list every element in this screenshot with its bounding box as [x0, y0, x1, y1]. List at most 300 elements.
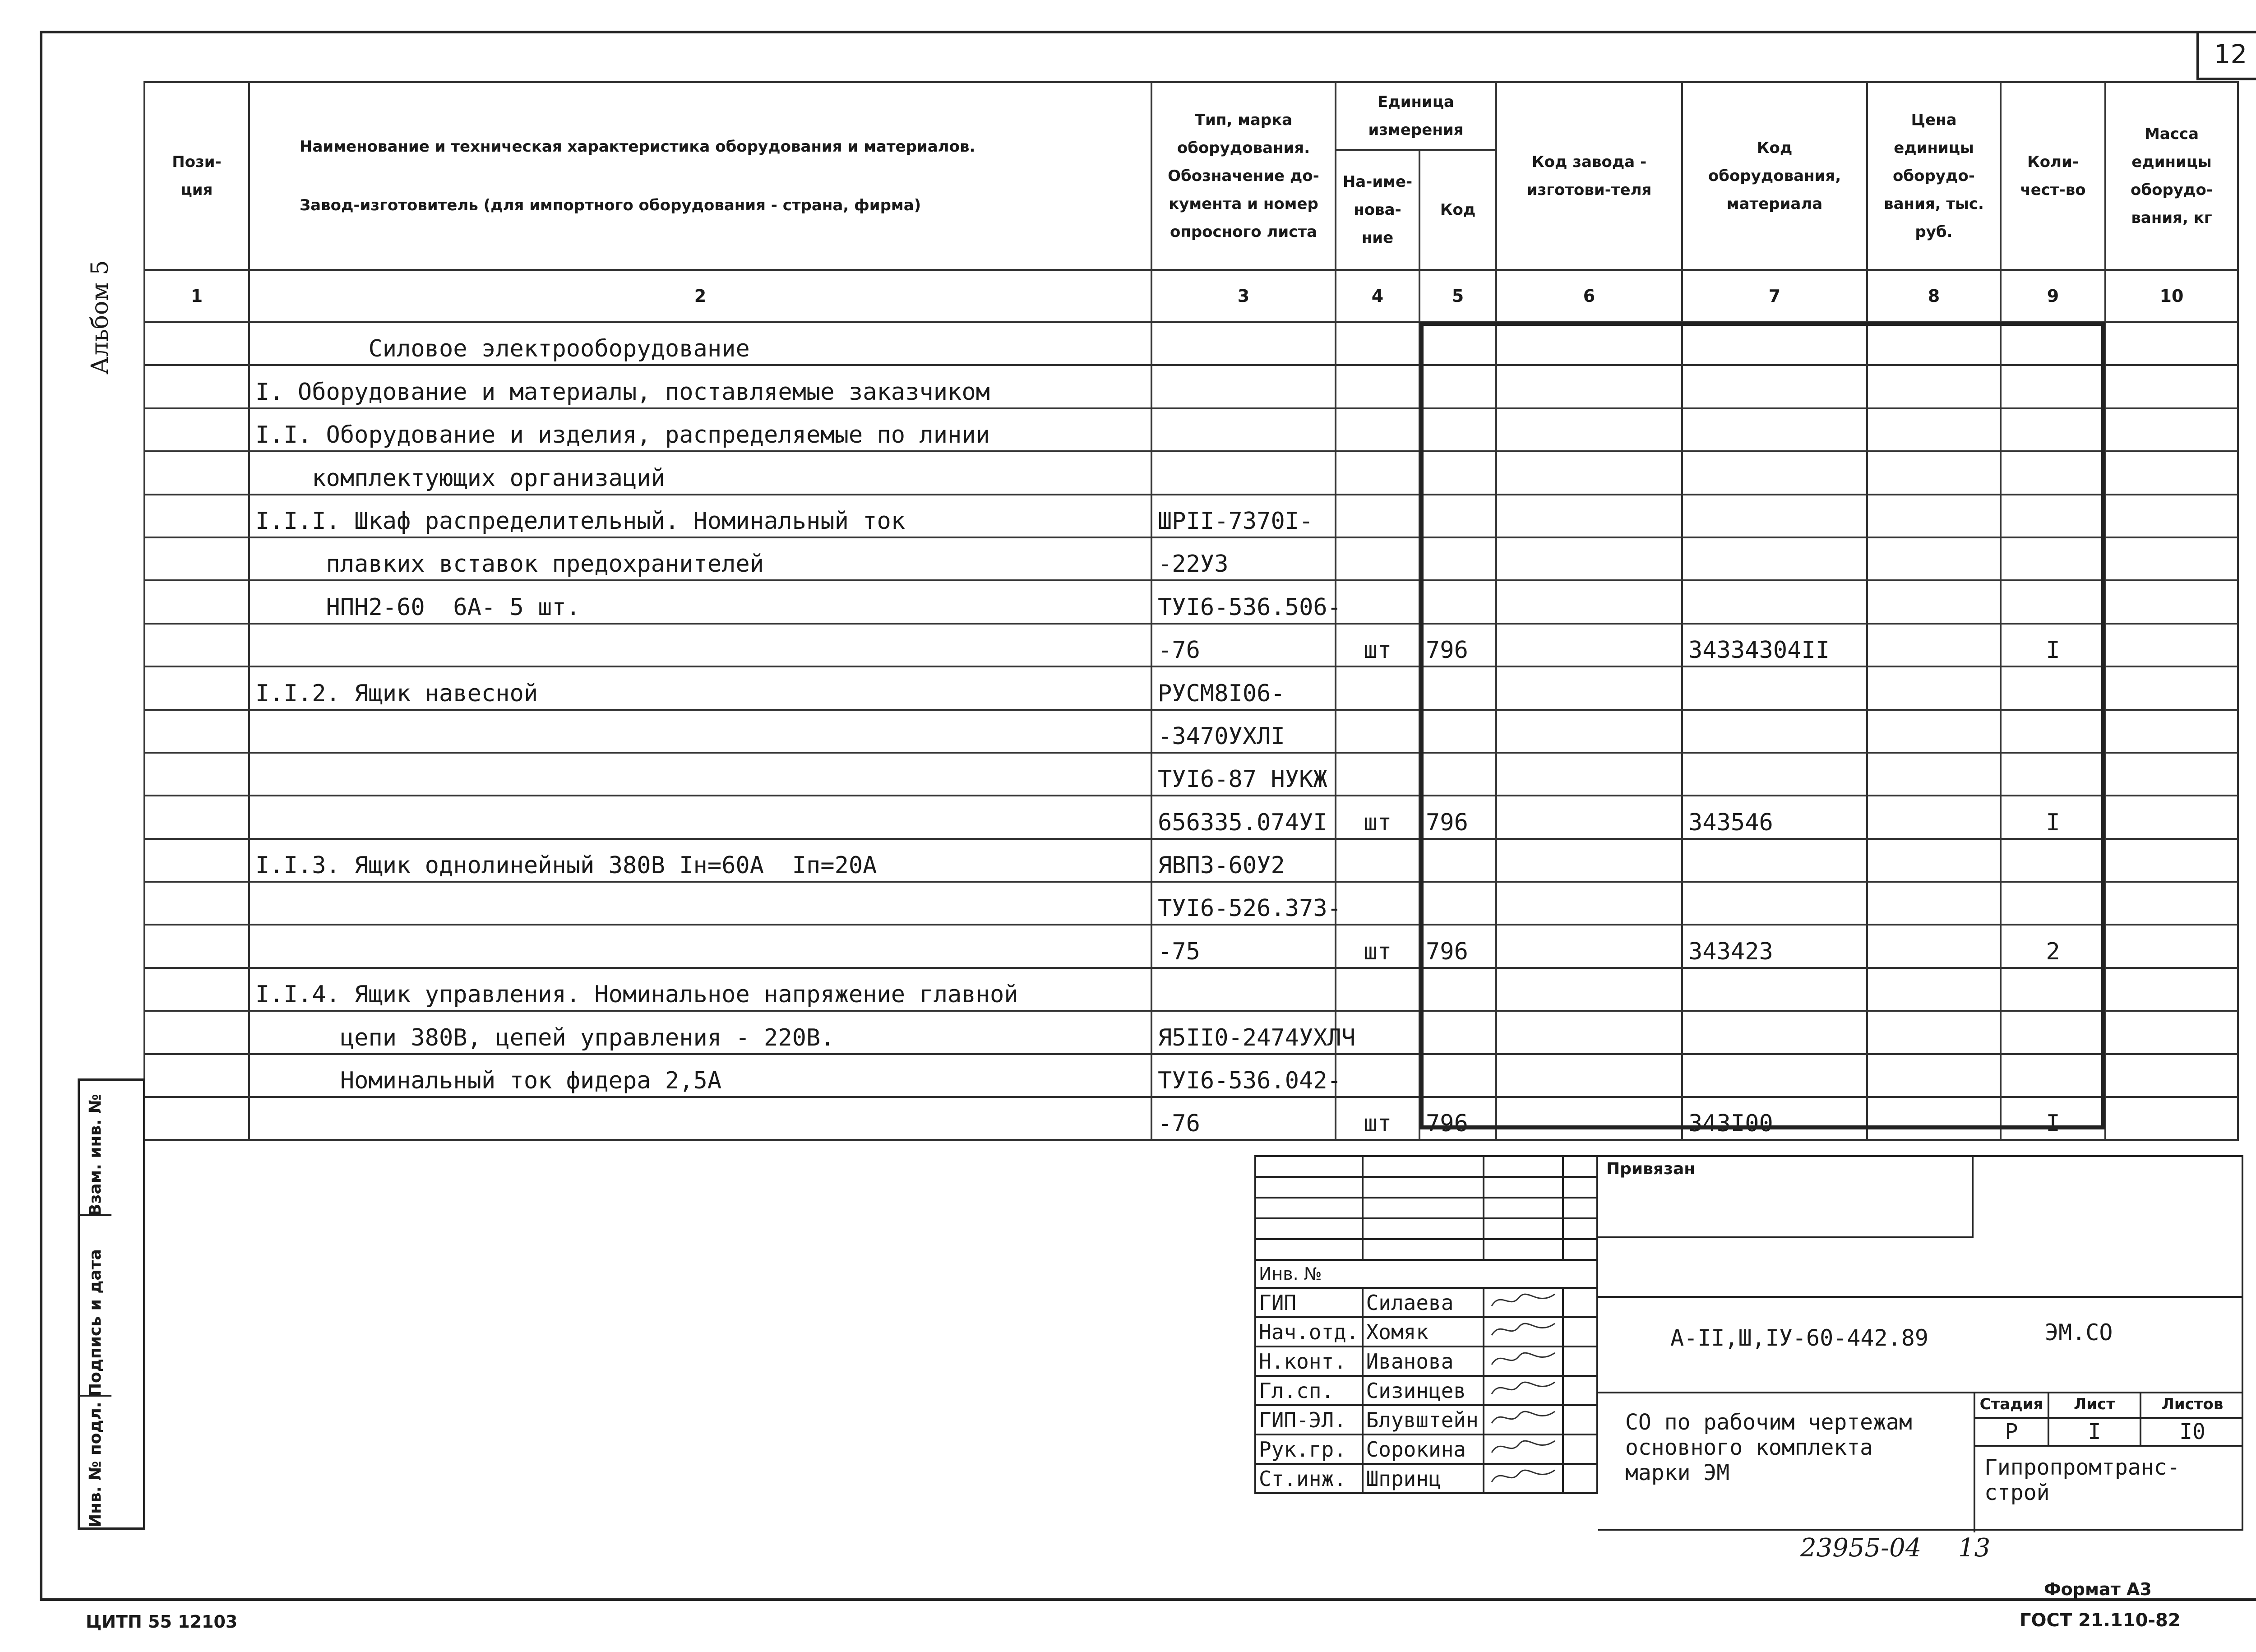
cell-mass [2105, 365, 2238, 408]
cell-code [1419, 580, 1496, 623]
cell-name: I.I.4. Ящик управления. Номинальное напряжение главной [249, 968, 1151, 1011]
table-row [144, 882, 2238, 925]
cell-price [1867, 537, 2001, 580]
cell-code [1419, 495, 1496, 537]
cell-code [1419, 408, 1496, 451]
header-quantity: Коли-чест-во [2001, 82, 2105, 270]
cell-name: I. Оборудование и материалы, поставляемые заказчиком [249, 365, 1151, 408]
document-title: СО по рабочим чертежам основного комплекта марки ЭМ [1625, 1410, 1912, 1485]
cell-factory [1496, 537, 1682, 580]
table-row [144, 968, 2238, 1011]
cell-unit: шт [1336, 1097, 1419, 1140]
archive-number: 23955-04 [1800, 1533, 1922, 1563]
cell-unit [1336, 580, 1419, 623]
cell-name: НПН2-60 6А- 5 шт. [249, 580, 1151, 623]
table-row [144, 753, 2238, 796]
table-row [144, 408, 2238, 451]
cell-pos [144, 1054, 249, 1097]
table-row [144, 495, 2238, 537]
sign-date [1563, 1376, 1597, 1405]
cell-qty [2001, 365, 2105, 408]
signature-scribble [1487, 1347, 1559, 1370]
cell-type: ТУI6-526.373- [1151, 882, 1336, 925]
cell-equip: 343423 [1682, 925, 1867, 967]
cell-mass [2105, 580, 2238, 623]
cell-factory [1496, 753, 1682, 796]
cell-qty [2001, 839, 2105, 882]
cell-qty [2001, 710, 2105, 753]
table-row [144, 580, 2238, 623]
cell-qty [2001, 495, 2105, 537]
cell-price [1867, 1011, 2001, 1054]
blank-cell [1484, 1198, 1563, 1218]
cell-code [1419, 753, 1496, 796]
cell-pos [144, 839, 249, 882]
cell-name: I.I.2. Ящик навесной [249, 666, 1151, 709]
cell-equip [1682, 580, 1867, 623]
column-number: 1 [144, 270, 249, 322]
blank-cell [1255, 1239, 1363, 1260]
cell-equip: 34334304II [1682, 624, 1867, 666]
cell-qty [2001, 580, 2105, 623]
table-row [144, 322, 2238, 365]
blank-signature-row [1255, 1239, 1597, 1260]
cell-unit: шт [1336, 624, 1419, 666]
signer-role: Нач.отд. [1255, 1317, 1363, 1347]
cell-equip [1682, 322, 1867, 365]
title-block [1254, 1155, 2243, 1531]
signature [1484, 1317, 1563, 1347]
signer-role: Н.конт. [1255, 1347, 1363, 1376]
cell-qty [2001, 537, 2105, 580]
cell-pos [144, 580, 249, 623]
cell-qty [2001, 408, 2105, 451]
signer-row [1255, 1317, 1597, 1347]
blank-cell [1255, 1218, 1363, 1239]
signer-name: Сизинцев [1363, 1376, 1484, 1405]
blank-signature-row [1255, 1156, 1597, 1177]
signer-row [1255, 1405, 1597, 1435]
cell-mass [2105, 1011, 2238, 1054]
cell-code [1419, 666, 1496, 709]
blank-cell [1484, 1156, 1563, 1177]
cell-factory [1496, 968, 1682, 1011]
header-factory-code: Код завода - изготови-теля [1496, 82, 1682, 270]
cell-qty [2001, 451, 2105, 494]
signer-name: Блувштейн [1363, 1405, 1484, 1435]
cell-type: -22У3 [1151, 537, 1336, 580]
cell-qty [2001, 753, 2105, 796]
table-row [144, 624, 2238, 666]
cell-type: ТУI6-536.042- [1151, 1054, 1336, 1097]
blank-cell [1563, 1239, 1597, 1260]
cell-name [249, 796, 1151, 838]
column-number: 8 [1867, 270, 2001, 322]
stamp-right [1598, 1155, 2243, 1531]
cell-equip: 343546 [1682, 796, 1867, 838]
blank-signature-row [1255, 1218, 1597, 1239]
table-row [144, 1097, 2238, 1140]
signer-role: Гл.сп. [1255, 1376, 1363, 1405]
cell-pos [144, 882, 249, 925]
cell-qty [2001, 1011, 2105, 1054]
sheets-label: Листов [2161, 1395, 2224, 1413]
table-row [144, 451, 2238, 494]
cell-factory [1496, 1097, 1682, 1140]
cell-mass [2105, 537, 2238, 580]
signature-scribble [1487, 1318, 1559, 1341]
cell-type [1151, 451, 1336, 494]
cell-pos [144, 624, 249, 666]
cell-unit [1336, 1054, 1419, 1097]
cell-pos [144, 968, 249, 1011]
cell-factory [1496, 839, 1682, 882]
signature-scribble [1487, 1435, 1559, 1458]
strip-label-inv: Инв. № подл. [86, 1402, 105, 1527]
cell-unit [1336, 495, 1419, 537]
cell-name: I.I.I. Шкаф распределительный. Номинальный ток [249, 495, 1151, 537]
cell-mass [2105, 710, 2238, 753]
blank-cell [1484, 1177, 1563, 1198]
cell-pos [144, 322, 249, 365]
archive-page: 13 [1958, 1533, 1991, 1563]
table-row [144, 1011, 2238, 1054]
header-unit-name: На-име-нова-ние [1336, 150, 1419, 270]
cell-code [1419, 451, 1496, 494]
cell-type: ТУI6-87 НУКЖ [1151, 753, 1336, 796]
cell-price [1867, 451, 2001, 494]
cell-mass [2105, 796, 2238, 838]
cell-name: Силовое электрооборудование [249, 322, 1151, 365]
cell-type [1151, 322, 1336, 365]
signer-row [1255, 1464, 1597, 1493]
cell-pos [144, 451, 249, 494]
table-row [144, 839, 2238, 882]
cell-code: 796 [1419, 624, 1496, 666]
cell-price [1867, 925, 2001, 967]
spec-table [143, 81, 2239, 1141]
cell-unit: шт [1336, 925, 1419, 967]
cell-factory [1496, 1054, 1682, 1097]
cell-mass [2105, 666, 2238, 709]
cell-mass [2105, 753, 2238, 796]
cell-price [1867, 365, 2001, 408]
table-row [144, 710, 2238, 753]
column-number: 10 [2105, 270, 2238, 322]
signer-name: Хомяк [1363, 1317, 1484, 1347]
cell-unit [1336, 666, 1419, 709]
signature [1484, 1376, 1563, 1405]
cell-pos [144, 365, 249, 408]
cell-type [1151, 408, 1336, 451]
blank-cell [1255, 1156, 1363, 1177]
signer-role: Рук.гр. [1255, 1435, 1363, 1464]
signer-row [1255, 1435, 1597, 1464]
cell-unit [1336, 408, 1419, 451]
cell-factory [1496, 925, 1682, 967]
cell-price [1867, 580, 2001, 623]
cell-mass [2105, 624, 2238, 666]
cell-equip [1682, 666, 1867, 709]
sign-date [1563, 1435, 1597, 1464]
signer-role: ГИП-ЭЛ. [1255, 1405, 1363, 1435]
signer-row [1255, 1288, 1597, 1317]
cell-unit [1336, 882, 1419, 925]
cell-code [1419, 882, 1496, 925]
cell-qty [2001, 968, 2105, 1011]
cell-factory [1496, 710, 1682, 753]
cell-price [1867, 968, 2001, 1011]
cell-factory [1496, 495, 1682, 537]
sheet-number: 12 [2196, 31, 2256, 80]
blank-signature-row [1255, 1198, 1597, 1218]
column-number: 9 [2001, 270, 2105, 322]
column-number: 5 [1419, 270, 1496, 322]
signer-row [1255, 1347, 1597, 1376]
stage-value: Р [1975, 1419, 2049, 1445]
cell-unit [1336, 839, 1419, 882]
cell-equip [1682, 968, 1867, 1011]
left-strip [78, 1078, 145, 1530]
cell-type [1151, 365, 1336, 408]
cell-unit: шт [1336, 796, 1419, 838]
cell-name: Номинальный ток фидера 2,5А [249, 1054, 1151, 1097]
cell-type: ЯВПЗ-60У2 [1151, 839, 1336, 882]
cell-mass [2105, 925, 2238, 967]
cell-pos [144, 537, 249, 580]
cell-pos [144, 925, 249, 967]
signature-scribble [1487, 1465, 1559, 1487]
table-row [144, 796, 2238, 838]
document-mark: ЭМ.СО [2045, 1319, 2113, 1346]
cell-type: -76 [1151, 1097, 1336, 1140]
cell-unit [1336, 451, 1419, 494]
signer-row [1255, 1376, 1597, 1405]
cell-code [1419, 839, 1496, 882]
cell-equip [1682, 537, 1867, 580]
blank-signature-row [1255, 1177, 1597, 1198]
cell-equip [1682, 1054, 1867, 1097]
cell-qty: I [2001, 624, 2105, 666]
blank-cell [1363, 1156, 1484, 1177]
cell-price [1867, 1097, 2001, 1140]
blank-cell [1563, 1177, 1597, 1198]
cell-unit [1336, 710, 1419, 753]
cell-pos [144, 408, 249, 451]
blank-cell [1563, 1218, 1597, 1239]
cell-code: 796 [1419, 1097, 1496, 1140]
cell-name [249, 753, 1151, 796]
cell-name: I.I.3. Ящик однолинейный 380В Iн=60А Iп=20А [249, 839, 1151, 882]
cell-type: ТУI6-536.506- [1151, 580, 1336, 623]
cell-equip [1682, 1011, 1867, 1054]
cell-price [1867, 839, 2001, 882]
column-number: 6 [1496, 270, 1682, 322]
cell-unit [1336, 537, 1419, 580]
header-type: Тип, марка оборудования. Обозначение до-кумента и номер опросного листа [1151, 82, 1336, 270]
column-number: 7 [1682, 270, 1867, 322]
cell-code: 796 [1419, 925, 1496, 967]
cell-factory [1496, 451, 1682, 494]
sign-date [1563, 1317, 1597, 1347]
signer-name: Сорокина [1363, 1435, 1484, 1464]
signer-name: Иванова [1363, 1347, 1484, 1376]
cell-name: I.I. Оборудование и изделия, распределяемые по линии [249, 408, 1151, 451]
header-unit-code: Код [1419, 150, 1496, 270]
cell-pos [144, 666, 249, 709]
signatures-grid [1254, 1155, 1598, 1494]
cell-equip [1682, 365, 1867, 408]
cell-pos [144, 1097, 249, 1140]
column-number: 3 [1151, 270, 1336, 322]
header-position: Пози- ция [144, 82, 249, 270]
cell-factory [1496, 580, 1682, 623]
column-number: 2 [249, 270, 1151, 322]
header-price: Цена единицы оборудо-вания, тыс. руб. [1867, 82, 2001, 270]
cell-price [1867, 322, 2001, 365]
cell-code [1419, 1011, 1496, 1054]
cell-factory [1496, 365, 1682, 408]
blank-cell [1563, 1198, 1597, 1218]
cell-code [1419, 1054, 1496, 1097]
blank-cell [1363, 1177, 1484, 1198]
cell-name [249, 624, 1151, 666]
cell-qty: 2 [2001, 925, 2105, 967]
cell-qty [2001, 666, 2105, 709]
blank-cell [1255, 1198, 1363, 1218]
blank-cell [1484, 1239, 1563, 1260]
strip-label-sign: Подпись и дата [86, 1249, 105, 1397]
cell-qty [2001, 1054, 2105, 1097]
cell-equip [1682, 495, 1867, 537]
signature [1484, 1464, 1563, 1493]
cell-price [1867, 710, 2001, 753]
privyazan-label: Привязан [1606, 1160, 1696, 1178]
cell-type: 656335.074УI [1151, 796, 1336, 838]
cell-equip [1682, 839, 1867, 882]
gost-label: ГОСТ 21.110-82 [2020, 1610, 2181, 1631]
signature [1484, 1288, 1563, 1317]
cell-name [249, 925, 1151, 967]
citp-label: ЦИТП 55 12103 [86, 1612, 238, 1632]
cell-type [1151, 968, 1336, 1011]
cell-price [1867, 624, 2001, 666]
signature [1484, 1347, 1563, 1376]
cell-unit [1336, 753, 1419, 796]
header-mass: Масса единицы оборудо-вания, кг [2105, 82, 2238, 270]
column-number: 4 [1336, 270, 1419, 322]
cell-type: -76 [1151, 624, 1336, 666]
cell-price [1867, 882, 2001, 925]
cell-factory [1496, 666, 1682, 709]
cell-factory [1496, 624, 1682, 666]
cell-factory [1496, 882, 1682, 925]
cell-price [1867, 1054, 2001, 1097]
cell-mass [2105, 495, 2238, 537]
cell-mass [2105, 882, 2238, 925]
cell-code: 796 [1419, 796, 1496, 838]
strip-label-replace: Взам. инв. № [86, 1094, 105, 1216]
cell-code [1419, 968, 1496, 1011]
cell-mass [2105, 968, 2238, 1011]
cell-mass [2105, 839, 2238, 882]
header-unit: Единица измерения [1336, 82, 1496, 150]
signature-scribble [1487, 1377, 1559, 1399]
cell-price [1867, 408, 2001, 451]
blank-cell [1255, 1177, 1363, 1198]
cell-qty [2001, 322, 2105, 365]
blank-cell [1484, 1218, 1563, 1239]
header-name: Наименование и техническая характеристика оборудования и материалов. Завод-изготовитель (для импортного оборудования - страна, фирма) [249, 82, 1151, 270]
cell-name: комплектующих организаций [249, 451, 1151, 494]
cell-pos [144, 796, 249, 838]
stage-block [1974, 1392, 2242, 1532]
cell-code [1419, 710, 1496, 753]
cell-factory [1496, 408, 1682, 451]
cell-price [1867, 796, 2001, 838]
table-row [144, 537, 2238, 580]
document-code: А-II,Ш,IУ-60-442.89 [1670, 1325, 1928, 1351]
table-row [144, 365, 2238, 408]
cell-pos [144, 495, 249, 537]
cell-type: -3470УХЛI [1151, 710, 1336, 753]
cell-qty: I [2001, 796, 2105, 838]
cell-unit [1336, 322, 1419, 365]
cell-type: Я5II0-2474УХЛЧ [1151, 1011, 1336, 1054]
cell-mass [2105, 1097, 2238, 1140]
cell-name: цепи 380В, цепей управления - 220В. [249, 1011, 1151, 1054]
sheet-value: I [2049, 1419, 2141, 1445]
cell-equip: 343I00 [1682, 1097, 1867, 1140]
cell-mass [2105, 451, 2238, 494]
cell-equip [1682, 408, 1867, 451]
cell-price [1867, 495, 2001, 537]
signer-name: Шпринц [1363, 1464, 1484, 1493]
cell-name [249, 710, 1151, 753]
cell-factory [1496, 322, 1682, 365]
cell-pos [144, 753, 249, 796]
cell-equip [1682, 451, 1867, 494]
sheet-label: Лист [2049, 1392, 2141, 1417]
cell-qty: I [2001, 1097, 2105, 1140]
sign-date [1563, 1464, 1597, 1493]
cell-name: плавких вставок предохранителей [249, 537, 1151, 580]
cell-equip [1682, 710, 1867, 753]
signer-role: Ст.инж. [1255, 1464, 1363, 1493]
blank-cell [1363, 1218, 1484, 1239]
cell-code [1419, 537, 1496, 580]
sign-date [1563, 1405, 1597, 1435]
cell-price [1867, 666, 2001, 709]
blank-row [1598, 1238, 2242, 1298]
signature [1484, 1405, 1563, 1435]
blank-cell [1563, 1156, 1597, 1177]
cell-code [1419, 365, 1496, 408]
cell-equip [1682, 882, 1867, 925]
table-row [144, 925, 2238, 967]
signature [1484, 1435, 1563, 1464]
blank-cell [1363, 1198, 1484, 1218]
cell-equip [1682, 753, 1867, 796]
cell-type: РУСМ8I06- [1151, 666, 1336, 709]
album-label: Альбом 5 [87, 260, 114, 375]
cell-pos [144, 1011, 249, 1054]
organization: Гипропромтранс- строй [1984, 1455, 2180, 1505]
cell-name [249, 882, 1151, 925]
sign-date [1563, 1347, 1597, 1376]
format-label: Формат А3 [2044, 1579, 2152, 1599]
signature-scribble [1487, 1406, 1559, 1429]
